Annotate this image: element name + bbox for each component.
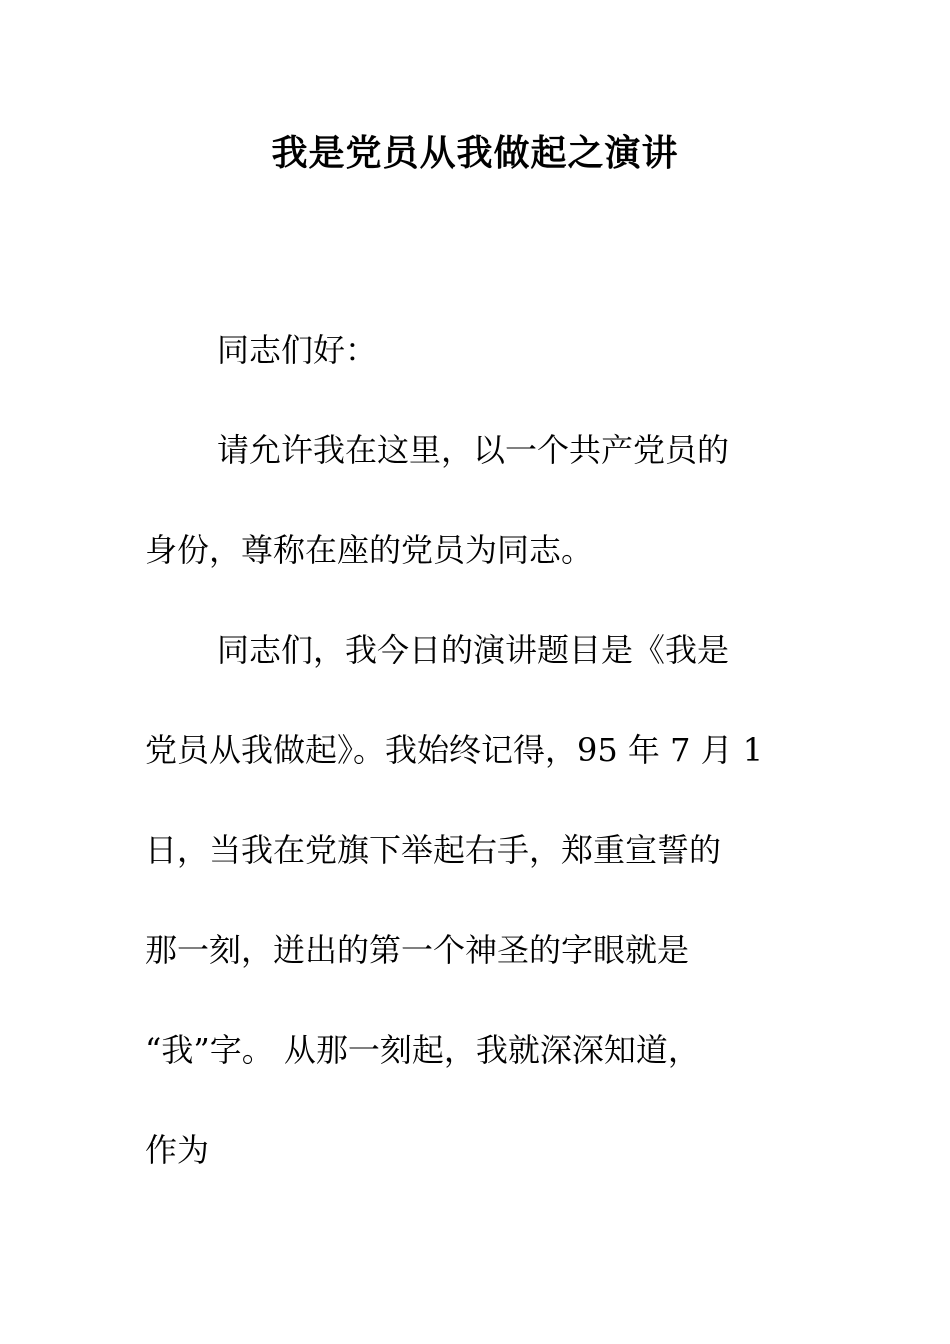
paragraph-line: 同志们，我今日的演讲题目是《我是 [217, 631, 730, 669]
paragraph-line: 请允许我在这里，以一个共产党员的 [217, 431, 730, 469]
paragraph-line: 身份，尊称在座的党员为同志。 [145, 531, 594, 569]
paragraph-line: 那一刻，迸出的第一个神圣的字眼就是 [145, 931, 690, 969]
document-title: 我是党员从我做起之演讲 [271, 132, 679, 174]
paragraph-line: 作为 [145, 1131, 210, 1169]
paragraph-line: 党员从我做起》。我始终记得，95 年 7 月 1 [145, 731, 764, 769]
paragraph-line: 日，当我在党旗下举起右手，郑重宣誓的 [145, 831, 722, 869]
paragraph-line: 同志们好： [217, 331, 378, 369]
document-body [145, 300, 815, 1200]
paragraph-line: “我”字。 从那一刻起，我就深深知道， [145, 1031, 700, 1069]
